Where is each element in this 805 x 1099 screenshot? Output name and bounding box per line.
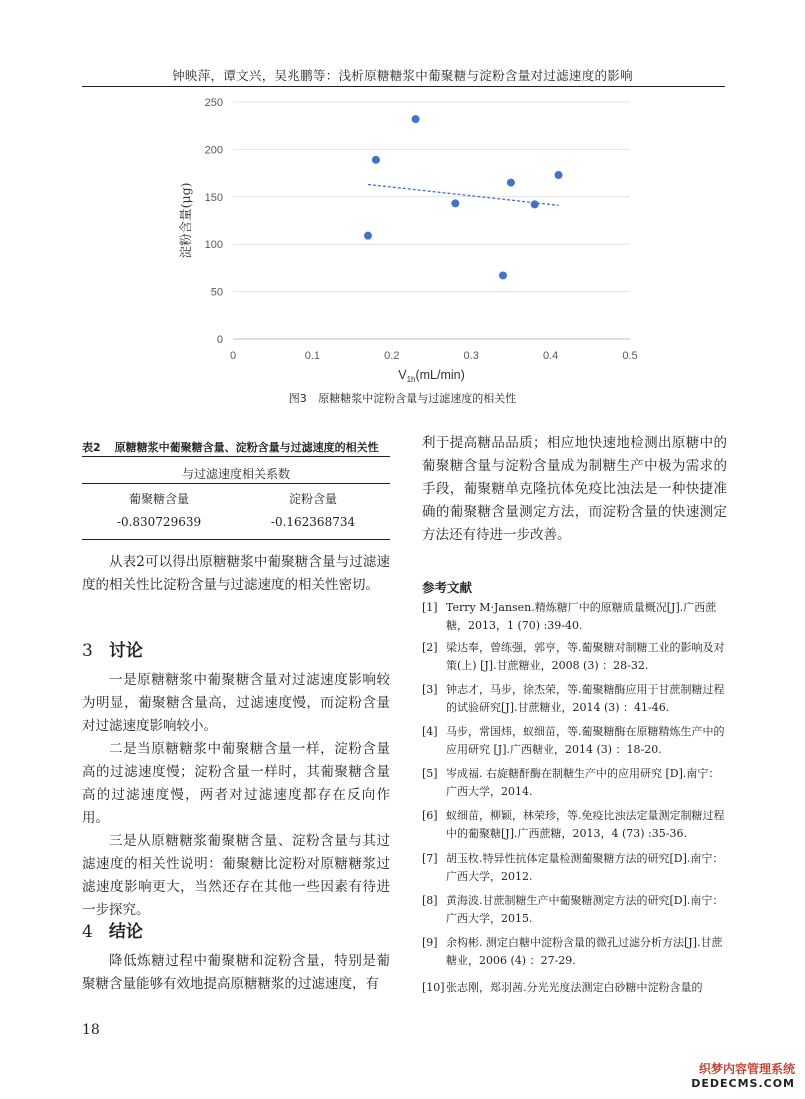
page-number: 18 xyxy=(82,1022,100,1038)
section-title: 讨论 xyxy=(108,641,143,661)
reference-number: [10] xyxy=(422,981,445,994)
table-title xyxy=(82,439,379,455)
paragraph: 一是原糖糖浆中葡聚糖含量对过滤速度影响较为明显，葡聚糖含量高，过滤速度慢，而淀粉含量对过滤速度影响较小。 xyxy=(82,672,390,734)
y-tick-label: 250 xyxy=(204,97,223,109)
section-number: 4 xyxy=(82,922,93,942)
reference-number: [7] xyxy=(422,852,438,865)
table-top-rule xyxy=(82,456,390,457)
reference-number: [1] xyxy=(422,601,438,614)
chart-grid xyxy=(233,102,630,339)
x-tick-label: 0.2 xyxy=(384,350,400,362)
x-tick-labels xyxy=(230,350,638,362)
reference-item xyxy=(422,765,727,801)
table-subtitle: 与过滤速度相关系数 xyxy=(181,467,290,481)
table-mid-rule xyxy=(82,483,390,484)
data-point xyxy=(451,199,459,207)
table-value-dextran: -0.830729639 xyxy=(116,515,202,529)
y-axis-label: 淀粉含量(μg) xyxy=(178,182,193,259)
reference-item xyxy=(422,807,727,843)
section-number: 3 xyxy=(82,641,93,661)
paragraph: 从表2可以得出原糖糖浆中葡聚糖含量与过滤速度的相关性比淀粉含量与过滤速度的相关性密切。 xyxy=(82,554,390,593)
paragraph: 降低炼糖过程中葡聚糖和淀粉含量，特别是葡聚糖含量能够有效地提高原糖糖浆的过滤速度，有 xyxy=(82,953,390,992)
reference-item xyxy=(422,599,727,635)
reference-text: 余构彬. 测定白糖中淀粉含量的微孔过滤分析方法[J].甘蔗糖业，2006 (4) ：27-29. xyxy=(446,936,723,967)
x-axis-label: $V_{1h}(mL/\min)$ xyxy=(398,368,465,384)
trendline xyxy=(368,184,559,205)
data-point xyxy=(507,179,515,187)
x-tick-label: 0.5 xyxy=(622,350,638,362)
table-value-starch: -0.162368734 xyxy=(270,515,356,529)
section-title: 结论 xyxy=(108,922,143,942)
table-col-header-starch: 淀粉含量 xyxy=(288,492,337,506)
reference-number: [2] xyxy=(422,641,438,654)
x-tick-label: 0.4 xyxy=(542,350,559,362)
watermark-line-2: DEDECMS.COM xyxy=(691,1077,795,1090)
y-tick-label: 200 xyxy=(204,144,223,157)
reference-text: 梁达奉，曾练强，郭亨，等.葡聚糖对制糖工业的影响及对策(上) [J].甘蔗糖业，2008 (3) ：28-32. xyxy=(446,641,725,672)
right-para-continued xyxy=(422,432,727,547)
reference-number: [6] xyxy=(422,809,438,822)
reference-text: 马步，常国炜，蚁细苗，等.葡聚糖酶在原糖精炼生产中的应用研究 [J].广西糖业，2014 (3) ：18-20. xyxy=(446,725,725,756)
reference-text: 岑成福. 右旋糖酐酶在制糖生产中的应用研究 [D].南宁：广西大学，2014. xyxy=(446,767,720,798)
x-tick-label: 0.3 xyxy=(463,350,479,362)
data-point xyxy=(364,232,372,240)
table-title-text: 原糖糖浆中葡聚糖含量、淀粉含量与过滤速度的相关性 xyxy=(114,441,379,454)
left-section-4-body xyxy=(82,950,390,996)
y-tick-label: 150 xyxy=(204,191,223,204)
reference-item xyxy=(422,681,727,717)
reference-item xyxy=(422,850,727,886)
reference-text: Terry M·Jansen.精炼糖厂中的原糖质量概况[J].广西蔗糖，2013，1 (70) :39-40. xyxy=(446,601,717,632)
scatter-chart xyxy=(180,92,650,387)
paragraph: 三是从原糖糖浆葡聚糖含量、淀粉含量与其过滤速度的相关性说明：葡聚糖比淀粉对原糖糖浆过滤速度影响更大，当然还存在其他一些因素有待进一步探究。 xyxy=(82,833,390,918)
reference-number: [3] xyxy=(422,683,438,696)
reference-number: [4] xyxy=(422,725,438,738)
paragraph: 利于提高糖品品质；相应地快速地检测出原糖中的葡聚糖含量与淀粉含量成为制糖生产中极为需求的手段，葡聚糖单克隆抗体免疫比浊法是一种快捷准确的葡聚糖含量测定方法，而淀粉含量的快速测定方法还有待进一步改善。 xyxy=(422,435,727,543)
running-header: 钟映萍，谭文兴，吴兆鹏等：浅析原糖糖浆中葡聚糖与淀粉含量对过滤速度的影响 xyxy=(172,68,633,83)
x-tick-label: 0 xyxy=(229,350,237,362)
table-bottom-rule xyxy=(82,539,390,540)
header-rule xyxy=(82,86,725,87)
reference-number: [8] xyxy=(422,894,438,907)
reference-text: 钟志才，马步，徐杰荣，等.葡聚糖酶应用于甘蔗制糖过程的试验研究[J].甘蔗糖业，2014 (3) ：41-46. xyxy=(446,683,725,714)
y-tick-label: 100 xyxy=(204,239,223,252)
reference-text: 张志刚，郑羽茜.分光光度法测定白砂糖中淀粉含量的 xyxy=(446,981,703,994)
y-tick-label: 0 xyxy=(216,334,223,346)
section-3-heading xyxy=(82,636,143,661)
reference-item xyxy=(422,934,727,970)
reference-item xyxy=(422,892,727,928)
reference-text: 胡玉枚.特异性抗体定量检测葡聚糖方法的研究[D].南宁：广西大学，2012. xyxy=(446,852,724,883)
paragraph: 二是当原糖糖浆中葡聚糖含量一样，淀粉含量高的过滤速度慢；淀粉含量一样时，其葡聚糖含量高的过滤速度慢，两者对过滤速度都存在反向作用。 xyxy=(82,741,390,826)
x-tick-label: 0.1 xyxy=(304,350,321,362)
reference-item xyxy=(422,723,727,759)
data-point xyxy=(555,171,563,179)
watermark-line-1: 织梦内容管理系统 xyxy=(698,1062,795,1076)
watermark-logo xyxy=(691,1060,795,1090)
left-para-1 xyxy=(82,551,390,597)
figure-label: 图3 xyxy=(288,392,307,405)
section-4-heading xyxy=(82,917,143,942)
y-tick-label: 50 xyxy=(210,286,223,299)
data-point xyxy=(372,156,380,164)
reference-item xyxy=(422,979,727,997)
figure-caption xyxy=(0,390,805,406)
table-label: 表2 xyxy=(82,441,101,454)
reference-number: [9] xyxy=(422,936,438,949)
reference-text: 蚁细苗，柳颖，林荣珍，等.免疫比浊法定量测定制糖过程中的葡聚糖[J].广西蔗糖，2013，4 (73) :35-36. xyxy=(446,809,725,840)
reference-item xyxy=(422,639,727,675)
data-point xyxy=(499,271,507,279)
figure-caption-text: 原糖糖浆中淀粉含量与过滤速度的相关性 xyxy=(318,392,517,405)
reference-number: [5] xyxy=(422,767,438,780)
table-col-header-dextran: 葡聚糖含量 xyxy=(128,492,189,506)
reference-text: 黄海波.甘蔗制糖生产中葡聚糖测定方法的研究[D].南宁：广西大学，2015. xyxy=(446,894,724,925)
y-tick-labels xyxy=(205,97,223,346)
data-point xyxy=(412,115,420,123)
left-section-3-body xyxy=(82,669,390,922)
data-point xyxy=(531,200,539,208)
references-heading: 参考文献 xyxy=(422,580,473,595)
